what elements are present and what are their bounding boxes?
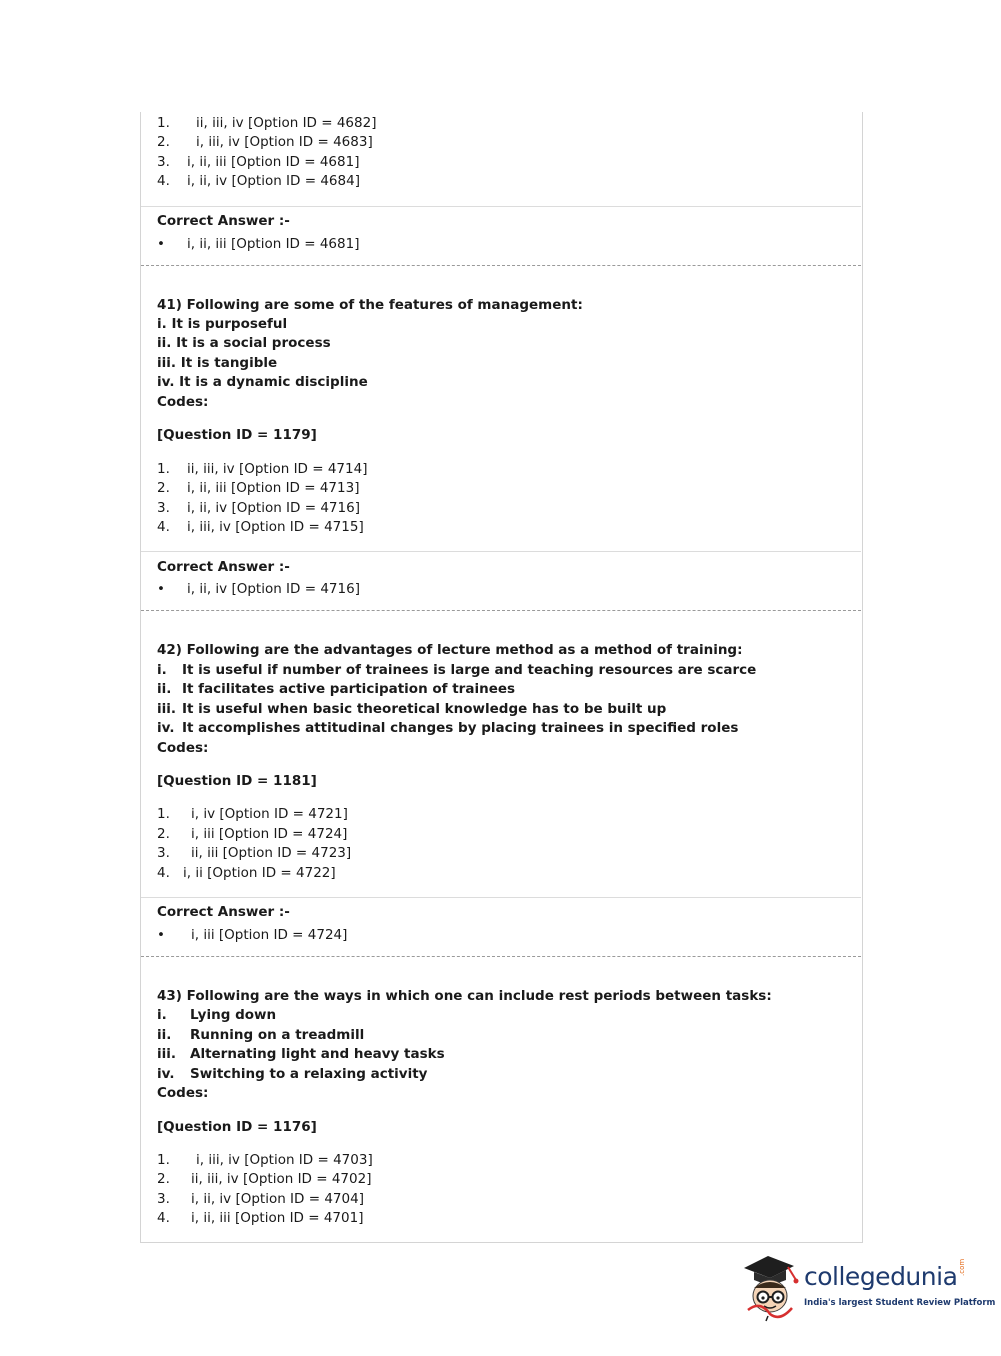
divider	[141, 551, 861, 552]
q42-item-ii: ii. It facilitates active participation of trainees	[157, 681, 516, 697]
q42-correct-label: Correct Answer :-	[157, 904, 290, 920]
q40-option-2: 2. i, iii, iv [Option ID = 4683]	[157, 134, 373, 150]
q42-option-2: 2. i, iii [Option ID = 4724]	[157, 826, 348, 842]
q42-item-iii: iii. It is useful when basic theoretical knowledge has to be built up	[157, 701, 667, 717]
q43-question-id: [Question ID = 1176]	[157, 1119, 317, 1135]
q43-item-iii: iii. Alternating light and heavy tasks	[157, 1046, 445, 1062]
q43-stem: 43) Following are the ways in which one can include rest periods between tasks:	[157, 988, 772, 1004]
q41-option-2: 2. i, ii, iii [Option ID = 4713]	[157, 480, 360, 496]
q43-codes: Codes:	[157, 1085, 209, 1101]
q42-codes: Codes:	[157, 740, 209, 756]
q43-item-ii: ii. Running on a treadmill	[157, 1027, 365, 1043]
q41-correct-label: Correct Answer :-	[157, 559, 290, 575]
q42-option-1: 1. i, iv [Option ID = 4721]	[157, 806, 348, 822]
dashed-divider	[141, 956, 861, 957]
dashed-divider	[141, 265, 861, 266]
q40-option-1: 1. ii, iii, iv [Option ID = 4682]	[157, 115, 377, 131]
q41-option-3: 3. i, ii, iv [Option ID = 4716]	[157, 500, 360, 516]
q40-option-4: 4. i, ii, iv [Option ID = 4684]	[157, 173, 360, 189]
q43-option-1: 1. i, iii, iv [Option ID = 4703]	[157, 1152, 373, 1168]
brand-tagline: India's largest Student Review Platform	[804, 1298, 996, 1308]
divider	[141, 897, 861, 898]
divider	[141, 206, 861, 207]
q43-item-iv: iv. Switching to a relaxing activity	[157, 1066, 428, 1082]
q40-option-3: 3. i, ii, iii [Option ID = 4681]	[157, 154, 360, 170]
q40-correct-label: Correct Answer :-	[157, 213, 290, 229]
q42-option-3: 3. ii, iii [Option ID = 4723]	[157, 845, 352, 861]
q41-item-i: i. It is purposeful	[157, 316, 288, 332]
q41-item-ii: ii. It is a social process	[157, 335, 331, 351]
q41-stem: 41) Following are some of the features of management:	[157, 297, 583, 313]
q43-item-i: i. Lying down	[157, 1007, 277, 1023]
q42-item-iv: iv. It accomplishes attitudinal changes by placing trainees in specified roles	[157, 720, 739, 736]
q42-question-id: [Question ID = 1181]	[157, 773, 317, 789]
q43-option-4: 4. i, ii, iii [Option ID = 4701]	[157, 1210, 364, 1226]
q41-codes: Codes:	[157, 394, 209, 410]
q43-option-2: 2. ii, iii, iv [Option ID = 4702]	[157, 1171, 372, 1187]
q40-correct-answer: • i, ii, iii [Option ID = 4681]	[157, 236, 360, 252]
dashed-divider	[141, 610, 861, 611]
q42-item-i: i. It is useful if number of trainees is large and teaching resources are scarce	[157, 662, 757, 678]
q41-question-id: [Question ID = 1179]	[157, 427, 317, 443]
q41-option-4: 4. i, iii, iv [Option ID = 4715]	[157, 519, 364, 535]
q42-correct-answer: • i, iii [Option ID = 4724]	[157, 927, 348, 943]
q42-stem: 42) Following are the advantages of lecture method as a method of training:	[157, 642, 743, 658]
q41-item-iv: iv. It is a dynamic discipline	[157, 374, 368, 390]
q41-item-iii: iii. It is tangible	[157, 355, 278, 371]
q42-option-4: 4. i, ii [Option ID = 4722]	[157, 865, 336, 881]
q41-correct-answer: • i, ii, iv [Option ID = 4716]	[157, 581, 360, 597]
brand-domain: .com	[958, 1258, 966, 1276]
brand-name: collegedunia	[804, 1262, 958, 1291]
q41-option-1: 1. ii, iii, iv [Option ID = 4714]	[157, 461, 368, 477]
q43-option-3: 3. i, ii, iv [Option ID = 4704]	[157, 1191, 364, 1207]
